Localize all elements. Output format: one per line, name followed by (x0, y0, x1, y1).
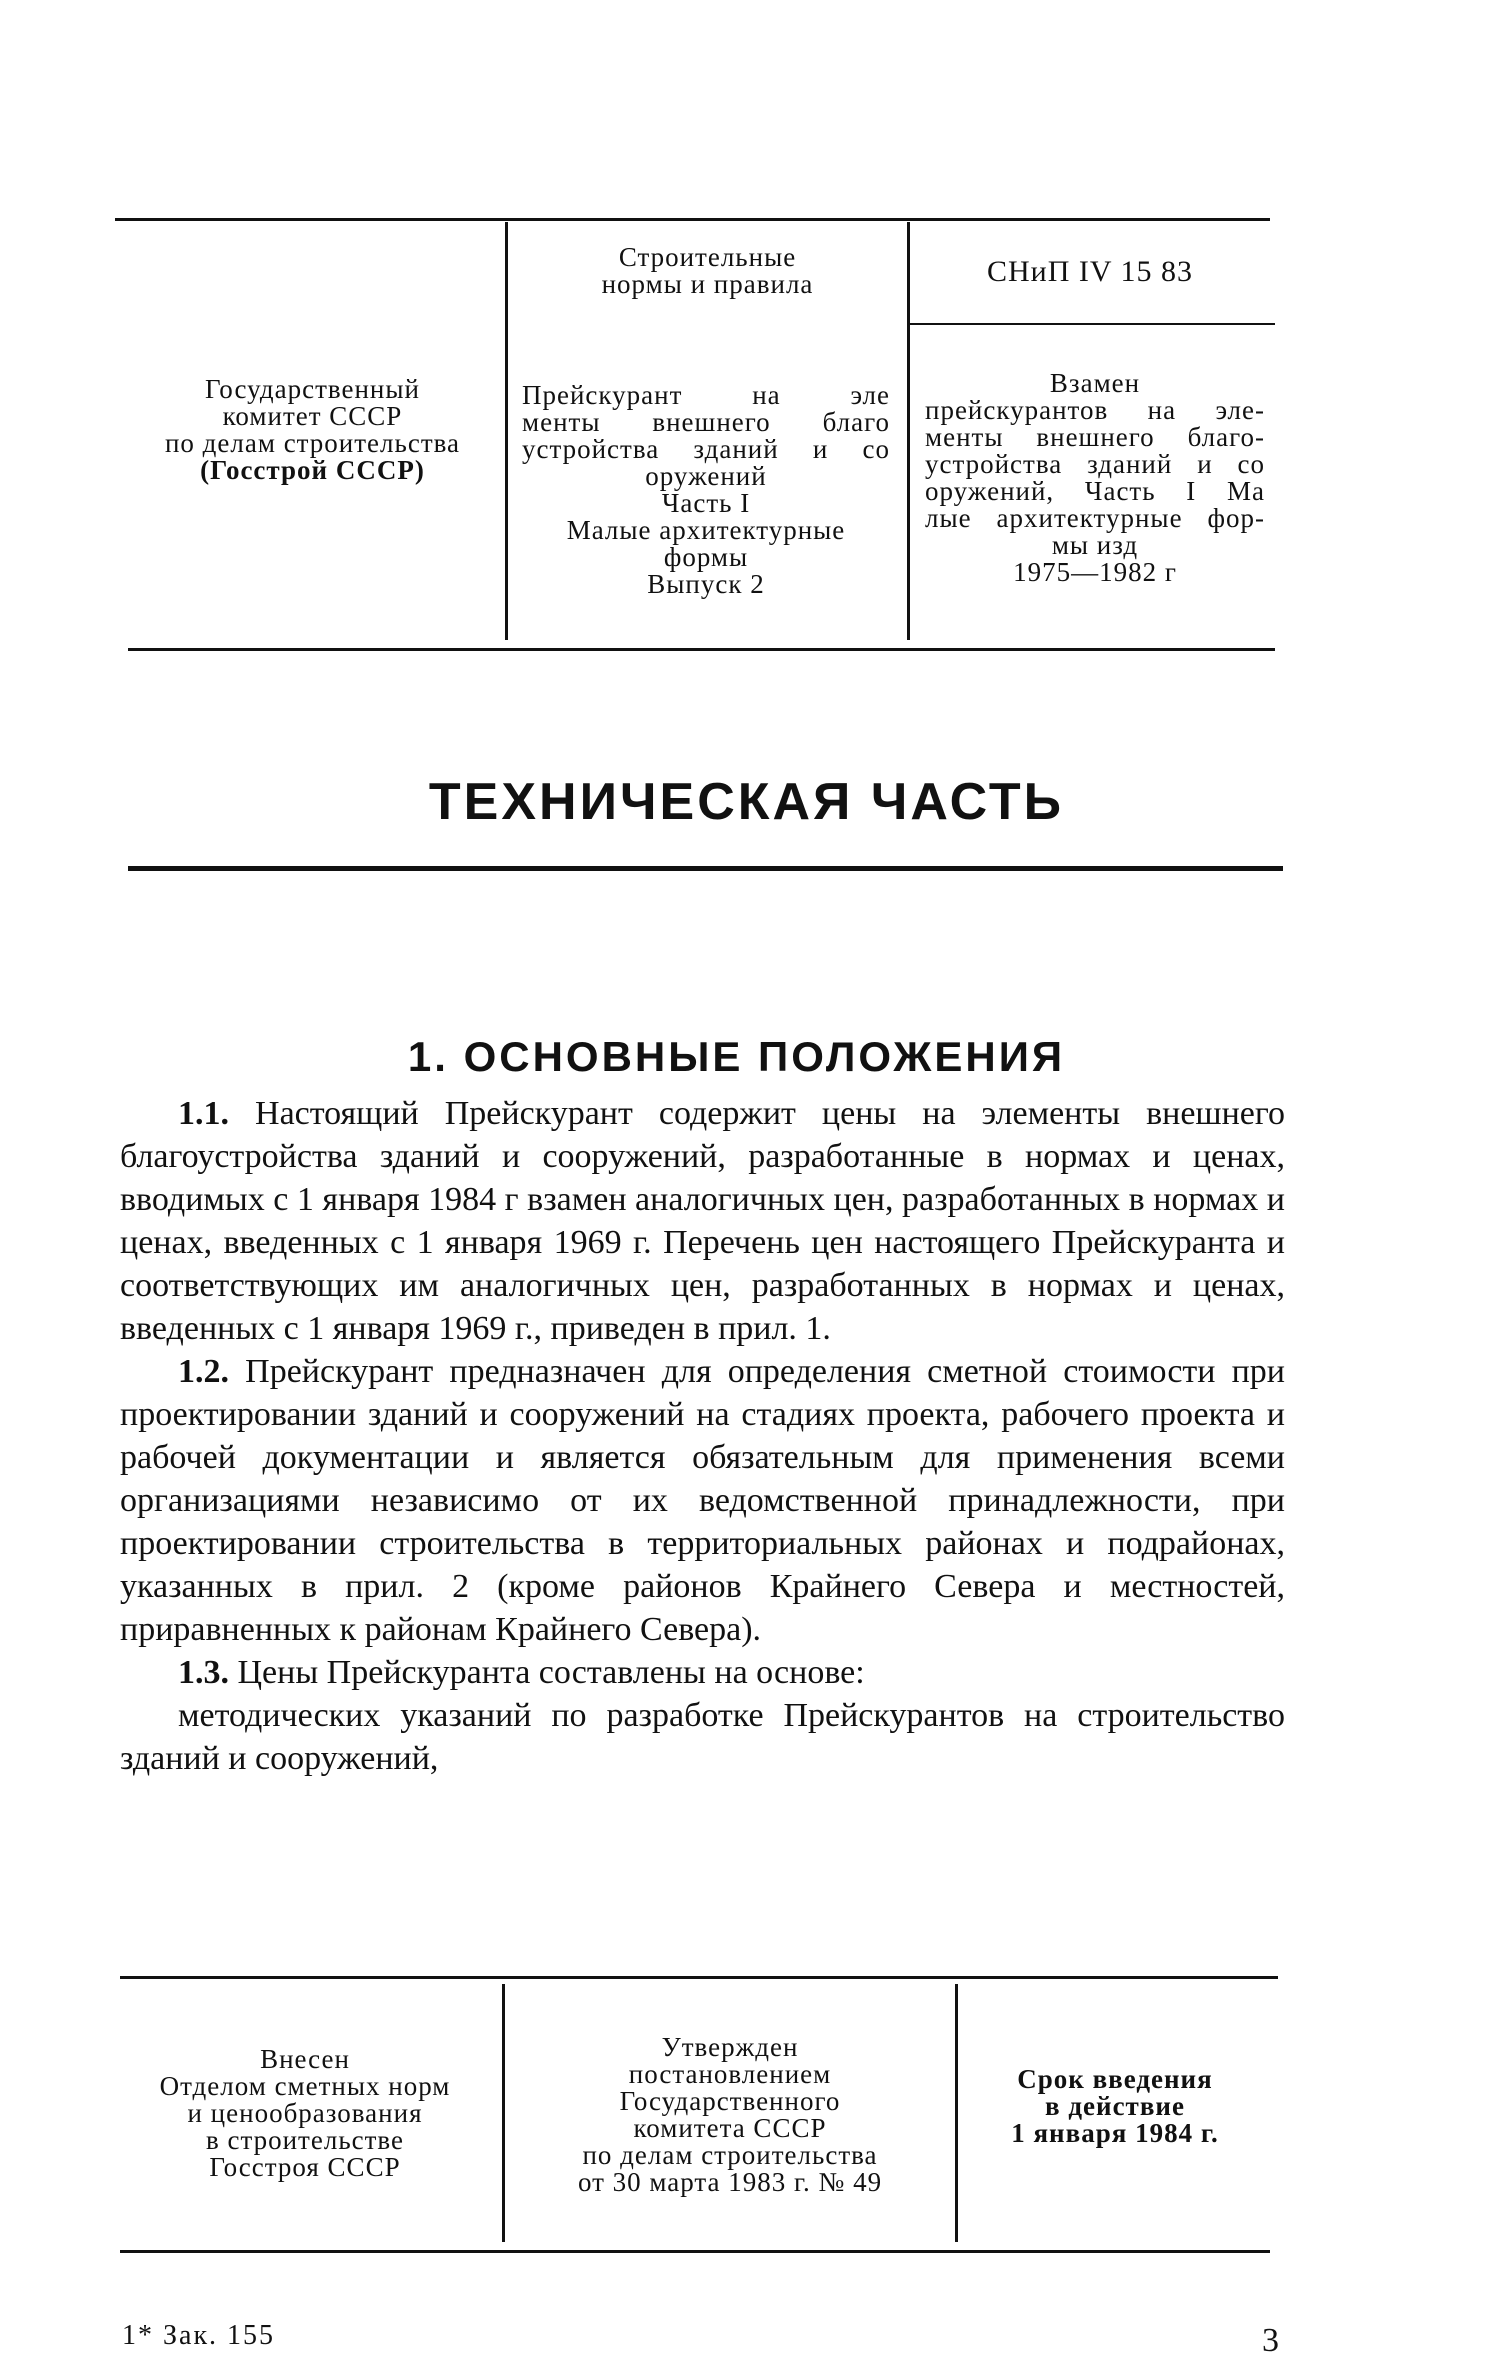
footer-divider-left (502, 1984, 505, 2242)
effective-date: Срок введения в действие 1 января 1984 г. (1011, 2064, 1219, 2148)
order-number: 1* Зак. 155 (122, 2320, 276, 2351)
paragraph-1-1: 1.1. Настоящий Прейскурант содержит цены на элементы внешнего благоустройства зданий и сооружений, разработанные в нормах и ценах, вводимых с 1 января 1984 г взамен аналогичных цен, разработанных в нормах и ценах, введенных с 1 января 1969 г. Перечень цен настоящего Прейскуранта и соответствующих им аналогичных цен, разработанных в нормах и ценах, введенных с 1 января 1969 г., приведен в прил. 1. (120, 1095, 1285, 1347)
norms-label: Строительные нормы и правила (601, 242, 814, 299)
footer-divider-right (955, 1984, 958, 2242)
section-title-rule (128, 866, 1283, 871)
paragraph-1-2: 1.2. Прейскурант предназначен для определения сметной стоимости при проектировании зданий и сооружений на стадиях проекта, рабочего проекта и рабочей документации и является обязательным для применения всеми организациями независимо от их ведомственной принадлежности, при проектировании строительства в территориальных районах и подрайонах, указанных в прил. 2 (кроме районов Крайнего Севера и местностей, приравненных к районам Крайнего Севера). (120, 1353, 1285, 1648)
pricelist-subject: Прейскурант на эле менты внешнего благо устройства зданий и со оружений Часть I Малые архитектурные формы Выпуск 2 (522, 380, 890, 599)
agency-name: Государственный комитет СССР по делам строительства (Госстрой СССР) (164, 374, 460, 485)
footer-bottom-rule (120, 2250, 1270, 2253)
approved-by: Утвержден постановлением Государственного комитета СССР по делам строительства от 30 марта 1983 г. № 49 (577, 2032, 883, 2197)
paragraph-1-3: 1.3. Цены Прейскуранта составлены на основе: (178, 1654, 865, 1691)
header-divider-left (505, 222, 508, 640)
section-title: ТЕХНИЧЕСКАЯ ЧАСТЬ (428, 773, 1065, 831)
chapter-title: 1. ОСНОВНЫЕ ПОЛОЖЕНИЯ (407, 1033, 1066, 1080)
page-number: 3 (1262, 2322, 1279, 2359)
introduced-by: Внесен Отделом сметных норм и ценообразования в строительстве Госстроя СССР (159, 2044, 451, 2182)
header-bottom-rule (128, 648, 1275, 651)
paragraph-methodology: методических указаний по разработке Прейскурантов на строительство зданий и сооружений, (120, 1697, 1285, 1777)
replaces-note: Взамен прейскурантов на эле- менты внешнего благо- устройства зданий и со оружений, Часть I Ма лые архитектурные фор- мы изд 1975—1982 г (925, 368, 1265, 587)
header-mid-rule (910, 323, 1275, 325)
header-divider-right (907, 222, 910, 640)
header-top-rule (115, 218, 1270, 221)
document-code: СНиП IV 15 83 (986, 255, 1193, 288)
footer-top-rule (120, 1976, 1278, 1979)
body-text (120, 1092, 1285, 1780)
